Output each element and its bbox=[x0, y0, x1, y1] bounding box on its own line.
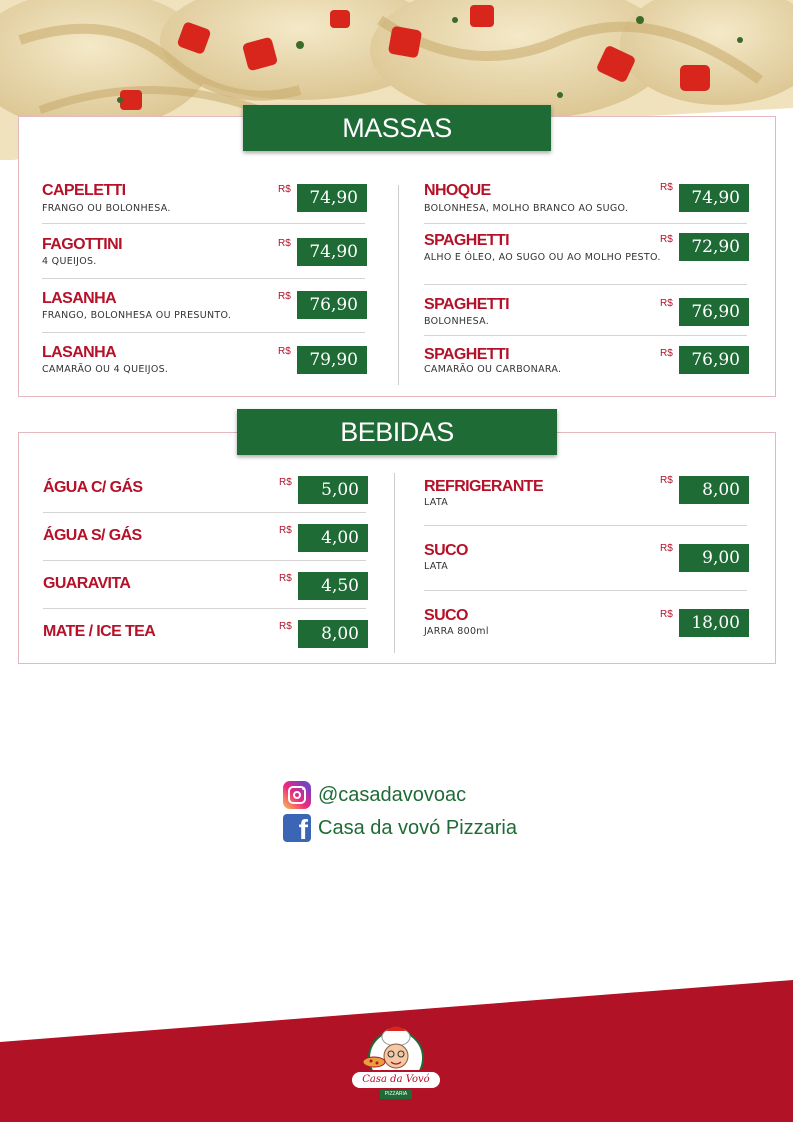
item-description: BOLONHESA, MOLHO BRANCO AO SUGO. bbox=[424, 203, 629, 214]
item-name: SPAGHETTI bbox=[424, 296, 509, 313]
row-separator bbox=[424, 335, 747, 336]
menu-item bbox=[43, 621, 366, 657]
logo-subtitle: PIZZARIA bbox=[380, 1090, 412, 1099]
menu-item bbox=[424, 542, 747, 590]
row-separator bbox=[424, 223, 747, 224]
menu-item bbox=[424, 475, 747, 526]
menu-item bbox=[424, 346, 747, 390]
item-description: BOLONHESA. bbox=[424, 316, 490, 327]
row-separator bbox=[424, 284, 747, 285]
currency-label: R$ bbox=[279, 525, 292, 536]
currency-label: R$ bbox=[660, 475, 673, 486]
row-separator bbox=[42, 223, 365, 224]
column-divider bbox=[394, 473, 395, 653]
item-description: CAMARÃO OU CARBONARA. bbox=[424, 364, 562, 375]
currency-label: R$ bbox=[279, 621, 292, 632]
item-name: CAPELETTI bbox=[42, 182, 126, 199]
menu-item bbox=[424, 232, 747, 287]
row-separator bbox=[424, 590, 747, 591]
row-separator bbox=[42, 278, 365, 279]
currency-label: R$ bbox=[660, 234, 673, 245]
item-price: 74,90 bbox=[679, 184, 749, 212]
bebidas-card bbox=[18, 432, 776, 664]
item-description: LATA bbox=[424, 497, 449, 508]
row-separator bbox=[424, 525, 747, 526]
currency-label: R$ bbox=[278, 346, 291, 357]
row-separator bbox=[43, 608, 366, 609]
item-name: SPAGHETTI bbox=[424, 346, 509, 363]
currency-label: R$ bbox=[660, 348, 673, 359]
menu-item bbox=[42, 182, 365, 226]
item-price: 74,90 bbox=[297, 238, 367, 266]
menu-item bbox=[42, 290, 365, 334]
item-price: 5,00 bbox=[298, 476, 368, 504]
facebook-icon: f bbox=[283, 814, 311, 842]
item-price: 79,90 bbox=[297, 346, 367, 374]
instagram-link[interactable] bbox=[283, 781, 466, 809]
item-description: FRANGO, BOLONHESA OU PRESUNTO. bbox=[42, 310, 232, 321]
menu-item bbox=[42, 236, 365, 280]
currency-label: R$ bbox=[660, 298, 673, 309]
item-description: CAMARÃO OU 4 QUEIJOS. bbox=[42, 364, 169, 375]
item-description: ALHO E ÓLEO, AO SUGO OU AO MOLHO PESTO. bbox=[424, 252, 661, 263]
item-name: ÁGUA C/ GÁS bbox=[43, 479, 143, 496]
item-name: LASANHA bbox=[42, 290, 117, 307]
currency-label: R$ bbox=[278, 184, 291, 195]
item-description: FRANGO OU BOLONHESA. bbox=[42, 203, 171, 214]
item-price: 9,00 bbox=[679, 544, 749, 572]
instagram-handle: @casadavovoac bbox=[318, 783, 467, 806]
currency-label: R$ bbox=[279, 477, 292, 488]
item-price: 74,90 bbox=[297, 184, 367, 212]
item-description: 4 QUEIJOS. bbox=[42, 256, 97, 267]
logo-banner: Casa da Vovó bbox=[350, 1070, 442, 1090]
currency-label: R$ bbox=[660, 543, 673, 554]
menu-item bbox=[43, 573, 366, 609]
item-description: JARRA 800ml bbox=[424, 626, 489, 637]
section-title-massas: MASSAS bbox=[243, 105, 551, 151]
row-separator bbox=[43, 512, 366, 513]
item-price: 8,00 bbox=[679, 476, 749, 504]
item-name: ÁGUA S/ GÁS bbox=[43, 527, 142, 544]
menu-item bbox=[424, 607, 747, 651]
currency-label: R$ bbox=[279, 573, 292, 584]
item-price: 8,00 bbox=[298, 620, 368, 648]
item-price: 4,50 bbox=[298, 572, 368, 600]
item-name: SUCO bbox=[424, 542, 468, 559]
item-description: LATA bbox=[424, 561, 449, 572]
facebook-page-name: Casa da vovó Pizzaria bbox=[318, 816, 517, 839]
section-title-bebidas: BEBIDAS bbox=[237, 409, 557, 455]
menu-item bbox=[424, 182, 747, 226]
item-price: 18,00 bbox=[679, 609, 749, 637]
item-name: MATE / ICE TEA bbox=[43, 623, 156, 640]
item-name: SUCO bbox=[424, 607, 468, 624]
item-name: NHOQUE bbox=[424, 182, 491, 199]
item-name: REFRIGERANTE bbox=[424, 478, 544, 495]
menu-item bbox=[424, 296, 747, 340]
column-divider bbox=[398, 185, 399, 385]
item-price: 76,90 bbox=[679, 346, 749, 374]
menu-item bbox=[42, 344, 365, 388]
menu-item bbox=[43, 525, 366, 561]
item-name: SPAGHETTI bbox=[424, 232, 509, 249]
item-price: 4,00 bbox=[298, 524, 368, 552]
massas-card bbox=[18, 116, 776, 397]
item-name: FAGOTTINI bbox=[42, 236, 122, 253]
currency-label: R$ bbox=[278, 238, 291, 249]
instagram-icon bbox=[283, 781, 311, 809]
menu-item bbox=[43, 477, 366, 513]
currency-label: R$ bbox=[660, 182, 673, 193]
currency-label: R$ bbox=[278, 291, 291, 302]
item-price: 72,90 bbox=[679, 233, 749, 261]
row-separator bbox=[43, 560, 366, 561]
item-price: 76,90 bbox=[679, 298, 749, 326]
item-name: GUARAVITA bbox=[43, 575, 131, 592]
row-separator bbox=[42, 332, 365, 333]
item-price: 76,90 bbox=[297, 291, 367, 319]
item-name: LASANHA bbox=[42, 344, 117, 361]
logo bbox=[348, 1022, 444, 1106]
facebook-link[interactable] bbox=[283, 814, 517, 842]
currency-label: R$ bbox=[660, 609, 673, 620]
